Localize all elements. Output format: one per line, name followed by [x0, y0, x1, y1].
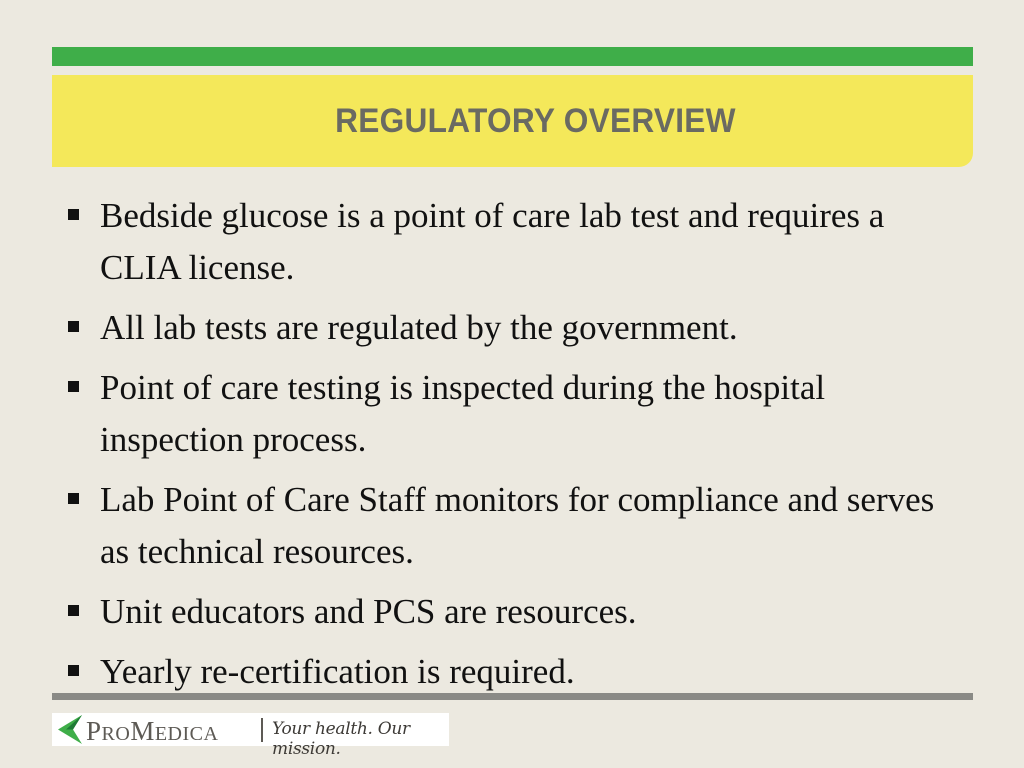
square-bullet-icon — [68, 493, 79, 504]
bullet-list — [62, 190, 962, 706]
logo-divider — [261, 718, 263, 742]
bullet-text: Point of care testing is inspected during the hospital inspection process. — [100, 368, 826, 459]
footer-rule — [52, 693, 973, 700]
promedica-chevron-icon — [58, 715, 82, 744]
square-bullet-icon — [68, 665, 79, 676]
bullet-item — [62, 474, 962, 578]
bullet-item — [62, 586, 962, 638]
bullet-item — [62, 362, 962, 466]
square-bullet-icon — [68, 381, 79, 392]
title-band — [52, 75, 973, 167]
bullet-item — [62, 190, 962, 294]
slide-title: REGULATORY OVERVIEW — [335, 102, 736, 140]
square-bullet-icon — [68, 321, 79, 332]
top-accent-bar — [52, 47, 973, 66]
square-bullet-icon — [68, 209, 79, 220]
promedica-logo — [52, 713, 449, 759]
square-bullet-icon — [68, 605, 79, 616]
bullet-text: Lab Point of Care Staff monitors for compliance and serves as technical resources. — [100, 480, 935, 571]
bullet-text: All lab tests are regulated by the government. — [100, 308, 738, 347]
logo-brand-text: PROMEDICA — [86, 716, 219, 746]
bullet-text: Bedside glucose is a point of care lab test and requires a CLIA license. — [100, 196, 885, 287]
logo-tagline: Your health. Our mission. — [272, 719, 410, 759]
bullet-item — [62, 646, 962, 698]
bullet-item — [62, 302, 962, 354]
bullet-text: Unit educators and PCS are resources. — [100, 592, 637, 631]
bullet-text: Yearly re-certification is required. — [100, 652, 575, 691]
